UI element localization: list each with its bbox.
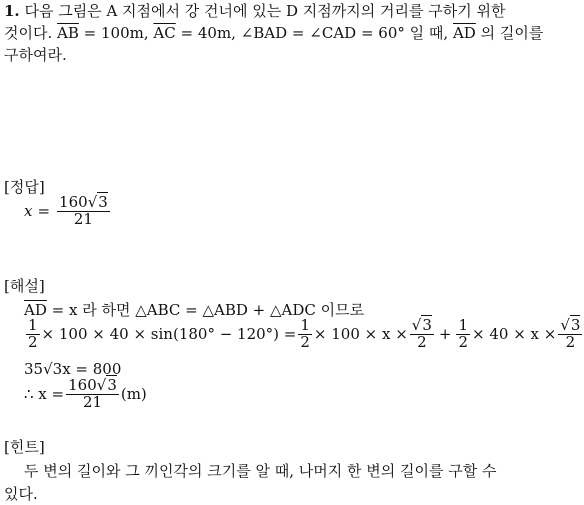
half-num-1: 1: [28, 316, 38, 334]
sqrt3-half-2: [558, 318, 582, 351]
hint-line-2: 있다.: [4, 485, 38, 503]
final-num: 160: [68, 376, 97, 394]
question-number: 1.: [4, 2, 20, 20]
therefore-text: ∴ x =: [24, 385, 65, 404]
when-text: 일 때,: [409, 24, 449, 42]
final-sqrt: √3: [96, 376, 117, 394]
segment-ad: $\overline{AD}$: [452, 24, 476, 42]
question-text-2a: 것이다.: [4, 24, 53, 42]
solution-line-1-text: = x 라 하면 △ABC = △ABD + △ADC 이므로: [51, 301, 365, 319]
hint-header: [힌트]: [4, 438, 45, 456]
final-sqrt-arg: 3: [107, 376, 117, 394]
question-line-2: [4, 22, 543, 44]
unit-text: (m): [120, 385, 147, 404]
final-fraction: [66, 378, 119, 411]
half-den-2: 2: [300, 332, 310, 351]
segment-ab: $\overline{AB}$: [57, 24, 79, 42]
answer-header: [정답]: [4, 178, 45, 196]
segment-ac: $\overline{AC}$: [153, 24, 176, 42]
answer-var: x: [24, 202, 33, 221]
solution-line-2c: × 40 × x ×: [472, 325, 557, 344]
half-fraction-1: [26, 318, 40, 351]
question-text-3: 구하여라.: [4, 46, 67, 64]
question-line-1: [4, 0, 505, 22]
sqrt-2: √3: [560, 316, 581, 334]
answer-coef: 160: [59, 193, 88, 211]
question-text-1: 다음 그림은 A 지점에서 강 건너에 있는 D 지점까지의 거리를 구하기 위한: [24, 2, 506, 20]
sqrt-1: √3: [411, 316, 432, 334]
solution-line-4: [24, 378, 147, 411]
question-line-3: [4, 44, 67, 66]
ac-value: = 40m,: [180, 24, 236, 42]
half-fraction-3: [456, 318, 470, 351]
half-num-2: 1: [300, 316, 310, 334]
solution-segment-ad: $\overline{AD}$: [24, 301, 47, 319]
solution-line-1: [24, 299, 364, 320]
half-fraction-2: [298, 318, 312, 351]
sqrt3-half-1: [410, 318, 434, 351]
answer-sqrt-arg: 3: [98, 193, 108, 211]
answer-den: 21: [73, 209, 93, 228]
solution-line-2b: × 100 × x ×: [313, 325, 408, 344]
answer-eq: =: [37, 202, 51, 221]
plus-sign: +: [438, 325, 452, 344]
answer-sqrt: √3: [87, 193, 108, 211]
question-text-2b: 의 길이를: [480, 24, 544, 42]
sqrt-arg-1: 3: [422, 316, 432, 334]
ab-value: = 100m,: [83, 24, 149, 42]
solution-line-2: [24, 318, 584, 351]
solution-header: [해설]: [4, 277, 45, 295]
angle-condition: ∠BAD = ∠CAD = 60°: [240, 24, 405, 42]
sqrt3-den-2: 2: [565, 332, 576, 351]
sqrt3-den-1: 2: [417, 332, 427, 351]
solution-line-3: 35√3x = 800: [24, 360, 122, 378]
solution-line-2a: × 100 × 40 × sin(180° − 120°) =: [41, 325, 297, 344]
sqrt-arg-2: 3: [570, 316, 581, 334]
final-den: 21: [82, 392, 103, 411]
answer-formula: [24, 195, 112, 228]
hint-line-1: 두 변의 길이와 그 끼인각의 크기를 알 때, 나머지 한 변의 길이를 구할 수: [24, 462, 497, 480]
answer-fraction: [57, 195, 110, 228]
half-den-3: 2: [458, 332, 469, 351]
half-den-1: 2: [28, 332, 38, 351]
half-num-3: 1: [458, 316, 469, 334]
